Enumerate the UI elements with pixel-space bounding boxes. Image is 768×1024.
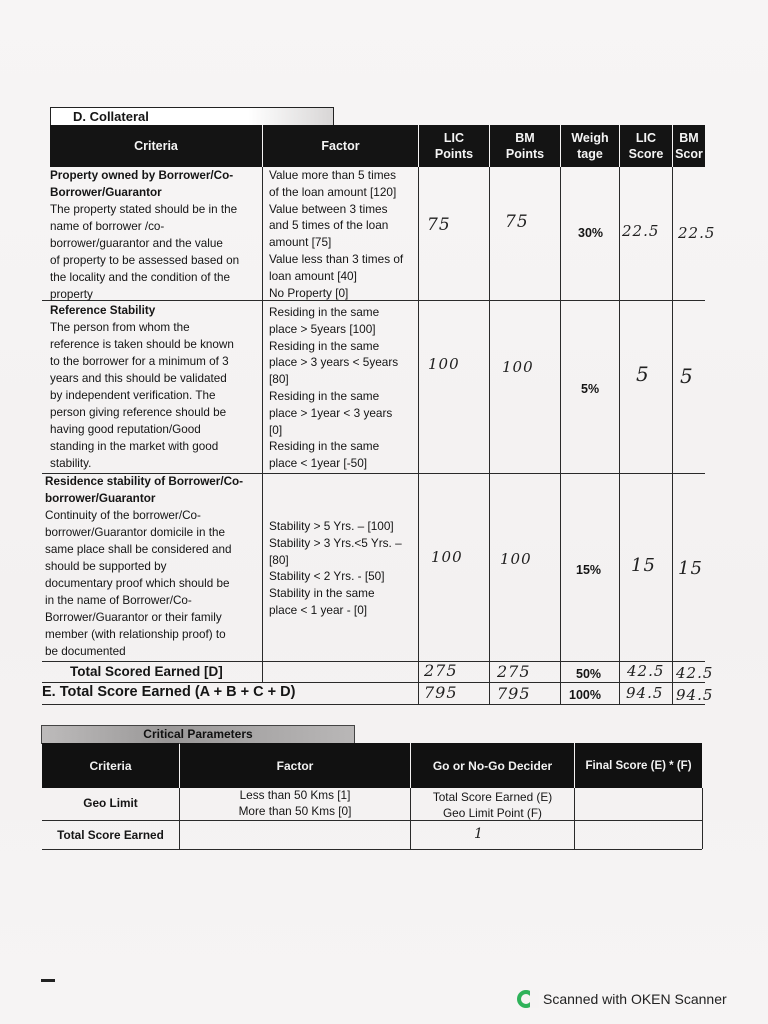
geo-limit-label: Geo Limit	[83, 796, 138, 810]
header-criteria: Criteria	[50, 125, 262, 167]
total-d-bm-points: 275	[497, 662, 531, 681]
row3-lic-points: 100	[431, 548, 463, 566]
critical-header-decider: Go or No-Go Decider	[411, 743, 574, 788]
row1-criteria: Property owned by Borrower/Co- Borrower/Guarantor The property stated should be in the name of borrower /co- borrower/guarantor and the value of property to be assessed based on the locality and the condition of the property	[50, 169, 240, 301]
row2-criteria: Reference Stability The person from whom the reference is taken should be known to the borrower for a minimum of 3 years and this should be validated by independent verification. The person giving reference should be having good reputation/Good standing in the market with good stability.	[50, 304, 234, 470]
geo-limit-decider: Total Score Earned (E) Geo Limit Point (F)	[432, 790, 553, 820]
row2-bm-score: 5	[680, 364, 694, 388]
header-lic-score: LIC Score	[620, 125, 672, 167]
critical-grid-line	[574, 788, 575, 849]
section-title: D. Collateral	[50, 107, 334, 125]
total-d-label: Total Scored Earned [D]	[70, 664, 223, 679]
row1-factor: Value more than 5 times of the loan amount [120] Value between 3 times and 5 times of the loan amount [75] Value less than 3 times of loan amount [40] No Property [0]	[269, 168, 404, 300]
row3-factor: Stability > 5 Yrs. – [100] Stability > 3 Yrs.<5 Yrs. – [80] Stability < 2 Yrs. - [50] Stability in the same place < 1 year - [0]	[269, 519, 402, 617]
row-divider	[42, 682, 705, 683]
row3-weightage: 15%	[576, 563, 602, 577]
scan-mark	[41, 979, 55, 982]
scanner-watermark-text: Scanned with OKEN Scanner	[543, 991, 727, 1007]
scanner-watermark	[517, 990, 727, 1008]
total-d-bm-score: 42.5	[676, 664, 714, 682]
critical-row-divider	[42, 820, 702, 821]
total-d-weightage: 50%	[576, 667, 602, 681]
geo-limit-factor: Less than 50 Kms [1] More than 50 Kms [0]	[238, 788, 352, 818]
row-divider	[42, 704, 705, 705]
critical-parameters-title: Critical Parameters	[41, 725, 355, 744]
row1-lic-points: 75	[427, 215, 451, 235]
row2-bm-points: 100	[502, 358, 534, 376]
total-d-lic-score: 42.5	[627, 662, 665, 680]
total-e-lic-score: 94.5	[626, 684, 664, 702]
total-e-bm-points: 795	[497, 684, 531, 703]
row1-bm-score: 22.5	[678, 224, 716, 242]
critical-header-factor: Factor	[180, 743, 410, 788]
row3-criteria: Residence stability of Borrower/Co- borrower/Guarantor Continuity of the borrower/Co- borrower/Guarantor domicile in the same place shall be considered and should be supported by documentary proof which should be in the name of Borrower/Co- Borrower/Guarantor or their family member (with relationship proof) to be documented	[45, 475, 244, 658]
critical-total-label: Total Score Earned	[57, 828, 164, 842]
total-e-label: E. Total Score Earned (A + B + C + D)	[42, 684, 296, 700]
header-bm-points: BM Points	[490, 125, 560, 167]
grid-line	[672, 167, 673, 704]
critical-header-criteria: Criteria	[42, 743, 179, 788]
row3-bm-points: 100	[500, 550, 532, 568]
row2-weightage: 5%	[581, 382, 600, 396]
header-factor: Factor	[263, 125, 418, 167]
total-d-lic-points: 275	[424, 661, 458, 680]
row1-weightage: 30%	[578, 226, 604, 240]
row3-lic-score: 15	[631, 555, 656, 576]
critical-total-decider: 1	[474, 826, 484, 842]
row2-lic-points: 100	[428, 355, 460, 373]
row2-factor: Residing in the same place > 5years [100] Residing in the same place > 3 years < 5years [80] Residing in the same place > 1year < 3 years [0] Residing in the same place < 1year [-50]	[269, 305, 399, 471]
critical-grid-line	[702, 788, 703, 849]
total-e-bm-score: 94.5	[676, 686, 714, 704]
grid-line	[489, 167, 490, 704]
header-bm-score: BM Scor	[673, 125, 705, 167]
header-weightage: Weigh tage	[561, 125, 619, 167]
grid-line	[560, 167, 561, 704]
row1-bm-points: 75	[505, 212, 529, 232]
row2-lic-score: 5	[636, 362, 650, 386]
total-e-lic-points: 795	[424, 683, 458, 702]
header-lic-points: LIC Points	[419, 125, 489, 167]
grid-line	[418, 167, 419, 704]
critical-row-divider	[42, 849, 702, 850]
row3-bm-score: 15	[678, 558, 703, 579]
row1-lic-score: 22.5	[622, 222, 660, 240]
grid-line	[619, 167, 620, 704]
critical-header-final: Final Score (E) * (F)	[575, 743, 702, 788]
total-e-weightage: 100%	[569, 688, 601, 702]
oken-scanner-logo-icon	[517, 990, 535, 1008]
row-divider	[42, 661, 705, 662]
